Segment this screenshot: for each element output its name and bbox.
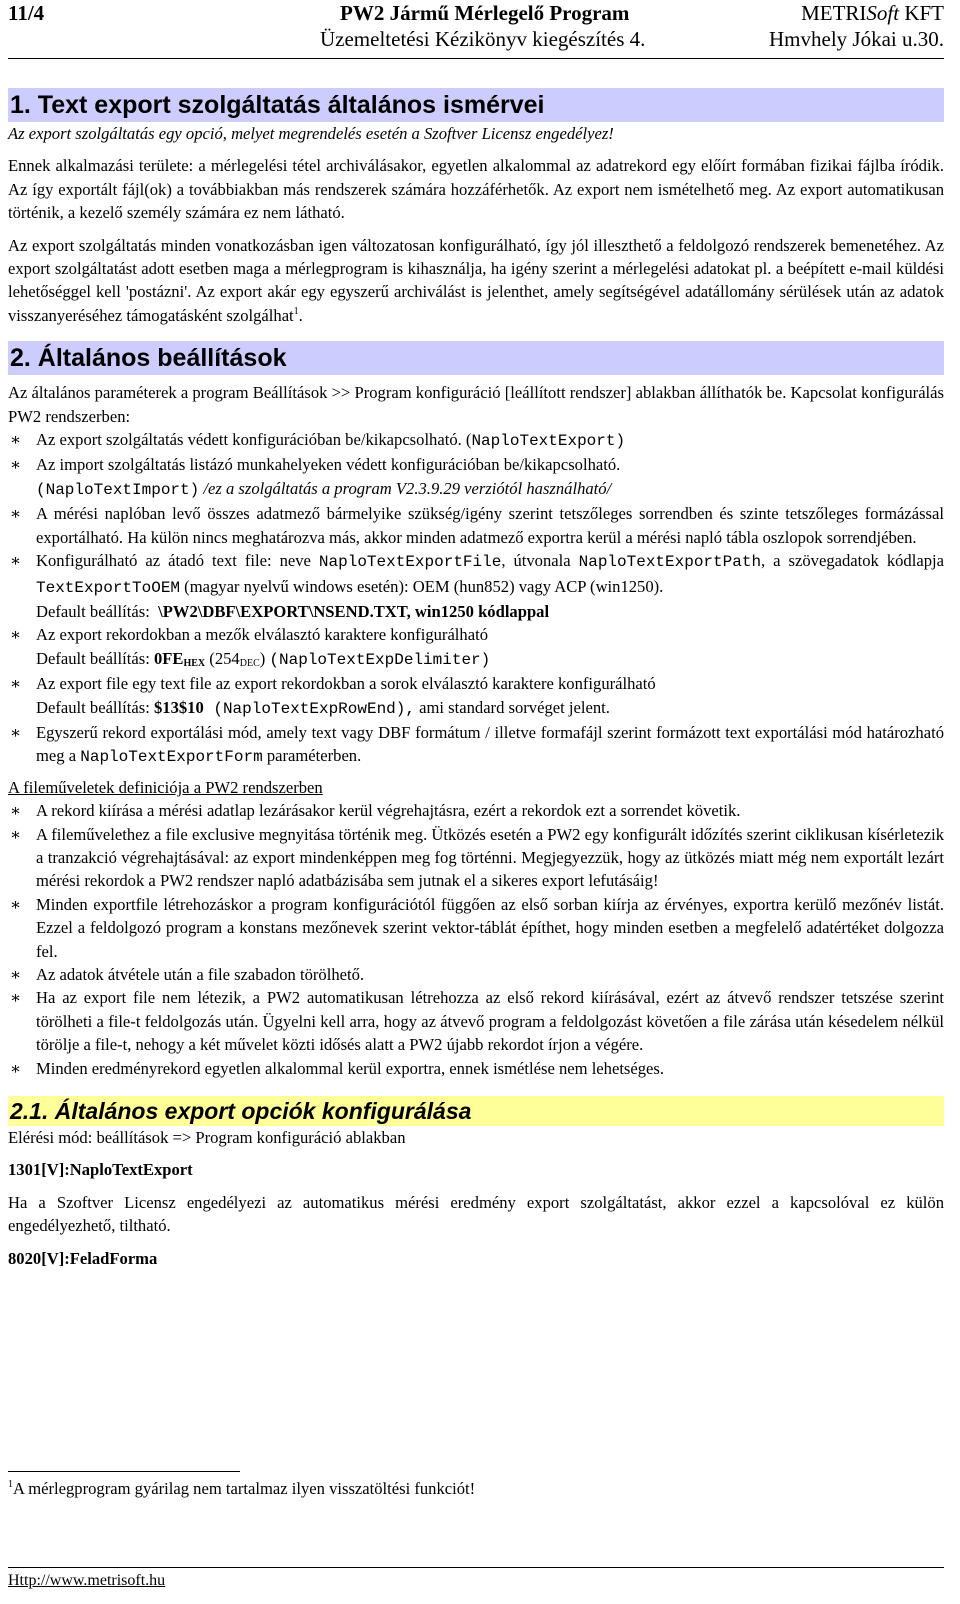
default-label: Default beállítás: <box>36 601 159 621</box>
bullet-icon: ∗ <box>10 430 22 450</box>
file-operations-list <box>8 799 944 1080</box>
company-address: Hmvhely Jókai u.30. <box>769 27 944 51</box>
default-value: (254 <box>205 648 240 668</box>
page-header <box>8 0 944 54</box>
config-parameter: NaploTextExportPath <box>578 553 762 572</box>
company-name-part: KFT <box>899 1 944 25</box>
default-label: Default beállítás: <box>36 697 154 717</box>
item-text: , útvonala <box>501 551 579 571</box>
list-item <box>8 672 944 721</box>
bullet-icon: ∗ <box>10 965 22 984</box>
list-item <box>8 502 944 549</box>
section-1-intro: Az export szolgáltatás egy opció, melyet megrendelés esetén a Szoftver Licensz engedélyez! <box>8 124 614 143</box>
list-item <box>8 799 944 822</box>
bullet-icon: ∗ <box>10 722 22 742</box>
website-link[interactable]: Http://www.metrisoft.hu <box>8 1572 166 1589</box>
default-value: \PW2\DBF\EXPORT\NSEND.TXT, win1250 kódlappal <box>158 601 550 621</box>
item-text: (magyar nyelvű windows esetén): OEM (hun852) vagy ACP (win1250). <box>180 576 664 596</box>
item-text: ami standard sorvéget jelent. <box>414 697 610 717</box>
item-text: paraméterben. <box>262 746 362 766</box>
list-item <box>8 1057 944 1080</box>
list-item <box>8 963 944 986</box>
bullet-icon: ∗ <box>10 1058 22 1078</box>
list-item <box>8 428 944 453</box>
footer-divider <box>8 1567 944 1568</box>
section-2-heading: 2. Általános beállítások <box>8 341 944 375</box>
config-parameter: (NaploTextImport) <box>36 480 200 499</box>
item-text: A rekord kiírása a mérési adatlap lezárásakor kerül végrehajtásra, ezért a rekordok ezt a sorrendet követik. <box>36 801 741 821</box>
item-text: A fileművelethez a file exclusive megnyitása történik meg. Ütközés esetén a PW2 egy konfigurált időzítés szerint ciklikusan kísérletezik a tranzakció végrehajtásával: az export mindenképpen meg fog történni. Megjegyezzük, hogy az ütközés miatt még nem exportált lezárt mérési rekordok a PW2 rendszer napló adatbázisába sem jutnak el a sikeres export lefutásáig! <box>36 824 944 891</box>
config-parameter: NaploTextExport) <box>471 432 626 451</box>
document-subtitle: Üzemeltetési Kézikönyv kiegészítés 4. <box>320 27 646 51</box>
company-name-part: METRI <box>801 1 867 25</box>
default-label: Default beállítás: <box>36 648 154 668</box>
bullet-icon: ∗ <box>10 894 22 914</box>
number-base: HEX <box>183 657 206 669</box>
page-number: 11/4 <box>8 1 45 25</box>
item-text: A mérési naplóban levő összes adatmező bármelyike szükség/igény szerint tetszőleges sorrendben és szinte tetszőleges formázással exportálható. Ha külön nincs meghatározva más, akkor minden adatmező exportra kerül a mérési napló tábla oszlopok sorrendjében. <box>36 504 944 547</box>
section-1-heading: 1. Text export szolgáltatás általános ismérvei <box>8 88 944 122</box>
item-text: Az export rekordokban a mezők elválasztó karaktere konfigurálható <box>36 625 488 645</box>
bullet-icon: ∗ <box>10 801 22 821</box>
footnote-divider <box>8 1471 240 1472</box>
paragraph-text: Az export szolgáltatás minden vonatkozásban igen változatosan konfigurálható, így jól illeszthető a feldolgozó rendszerek bemenetéhez. Az export szolgáltatást adott esetben maga a mérlegprogram is kihasználja, ha igény szerint a mérlegelési adatokat pl. a beépített e-mail küldési lehetőséggel kell 'postázni'. Az export akár egy egyszerű archiválást is jelenthet, amely segítségével adatállomány sérülések után az adatok visszanyeréséhez támogatásként szolgálhat <box>8 235 944 325</box>
footnote-mark: 1 <box>8 1479 13 1490</box>
section-2-intro: Az általános paraméterek a program Beállítások >> Program konfiguráció [leállított rendszer] ablakban állíthatók be. Kapcsolat konfigurálás PW2 rendszerben: <box>8 383 944 426</box>
config-parameter: NaploTextExportForm <box>80 748 263 767</box>
item-note: /ez a szolgáltatás a program V2.3.9.29 verziótól használható/ <box>199 478 612 498</box>
access-path: Elérési mód: beállítások => Program konfiguráció ablakban <box>8 1128 406 1148</box>
header-divider <box>8 58 944 59</box>
company-name <box>801 0 944 26</box>
config-parameter: TextExportToOEM <box>36 578 181 597</box>
section-1-paragraph: Ennek alkalmazási területe: a mérlegelési tétel archiválásakor, egyetlen alkalommal az adatrekord egy előírt formában fizikai fájlba íródik. Az így exportált fájl(ok) a továbbiakban más rendszerek számára hozzáférhetők. Az export nem ismételhető meg. Az export automatikusan történik, a kezelő személy számára ez nem látható. <box>8 156 944 223</box>
list-item <box>8 453 944 502</box>
item-text: Az export szolgáltatás védett konfigurációban be/kikapcsolható. ( <box>36 430 472 450</box>
parameter-name: 8020[V]:FeladForma <box>8 1248 158 1268</box>
paragraph-text: . <box>298 305 303 325</box>
default-value: $13$10 <box>153 697 204 717</box>
item-text: Konfigurálható az átadó text file: neve <box>36 551 319 571</box>
item-text: Az import szolgáltatás listázó munkahelyeken védett konfigurációban be/kikapcsolható. <box>36 455 621 475</box>
list-item <box>8 721 944 770</box>
config-parameter: (NaploTextExpRowEnd), <box>203 699 415 718</box>
bullet-icon: ∗ <box>10 504 22 524</box>
footnote <box>8 1478 475 1500</box>
document-body <box>8 88 944 1270</box>
settings-list <box>8 428 944 770</box>
item-text: ) <box>259 648 270 668</box>
item-text: Az export file egy text file az export rekordokban a sorok elválasztó karaktere konfigurálható <box>36 674 656 694</box>
item-text: Egyszerű rekord exportálási mód, amely text vagy DBF formátum / illetve formafájl szerint formázott text exportálási mód határozható meg a <box>36 722 944 766</box>
list-item <box>8 549 944 623</box>
parameter-name: 1301[V]:NaploTextExport <box>8 1160 193 1180</box>
document-page <box>8 0 944 1604</box>
bullet-icon: ∗ <box>10 674 22 694</box>
section-2-1-heading: 2.1. Általános export opciók konfigurálása <box>8 1096 944 1126</box>
item-text: Minden eredményrekord egyetlen alkalommal kerül exportra, ennek ismétlése nem lehetséges. <box>36 1058 665 1078</box>
section-1-paragraph <box>8 234 944 328</box>
list-item <box>8 623 944 672</box>
program-title: PW2 Jármű Mérlegelő Program <box>340 1 630 25</box>
list-item <box>8 893 944 963</box>
list-item <box>8 986 944 1056</box>
bullet-icon: ∗ <box>10 455 22 475</box>
item-text: Az adatok átvétele után a file szabadon törölhető. <box>36 965 365 984</box>
config-parameter: NaploTextExportFile <box>318 553 502 572</box>
bullet-icon: ∗ <box>10 625 22 645</box>
bullet-icon: ∗ <box>10 824 22 844</box>
item-text: Ha az export file nem létezik, a PW2 automatikusan létrehozza az első rekord kiírásával, ezért az átvevő rendszer tetszése szerint törölheti a file-t feldolgozás után. Ügyelni kell arra, hogy az átvevő program a feldolgozást követően a file zárása után késedelem nélkül törölje a file-t, nehogy a két művelet közti idősés alatt a PW2 újabb rekordot írjon a végére. <box>36 988 944 1055</box>
number-base: DEC <box>239 657 260 669</box>
bullet-icon: ∗ <box>10 551 22 571</box>
default-value: 0FE <box>153 648 184 668</box>
footnote-reference[interactable]: 1 <box>293 305 299 317</box>
item-text: , a szövegadatok kódlapja <box>761 551 944 571</box>
parameter-description: Ha a Szoftver Licensz engedélyezi az automatikus mérési eredmény export szolgáltatást, akkor ezzel a kapcsolóval ez külön engedélyezhető, tiltható. <box>8 1192 944 1236</box>
list-item <box>8 823 944 893</box>
footnote-text: A mérlegprogram gyárilag nem tartalmaz ilyen visszatöltési funkciót! <box>13 1479 476 1498</box>
bullet-icon: ∗ <box>10 988 22 1008</box>
company-name-part: Soft <box>866 1 900 25</box>
config-parameter: (NaploTextExpDelimiter) <box>269 650 491 669</box>
file-operations-heading: A fileműveletek definiciója a PW2 rendszerben <box>8 777 323 797</box>
item-text: Minden exportfile létrehozáskor a program konfigurációtól függően az első sorban kiírja az érvényes, exportra kerülő mezőnév listát. Ezzel a feldolgozó program a konstans mezőnevek szerint vektor-táblát építhet, hogy minden esetben a megfelelő adatértéket dolgozza fel. <box>36 894 944 961</box>
